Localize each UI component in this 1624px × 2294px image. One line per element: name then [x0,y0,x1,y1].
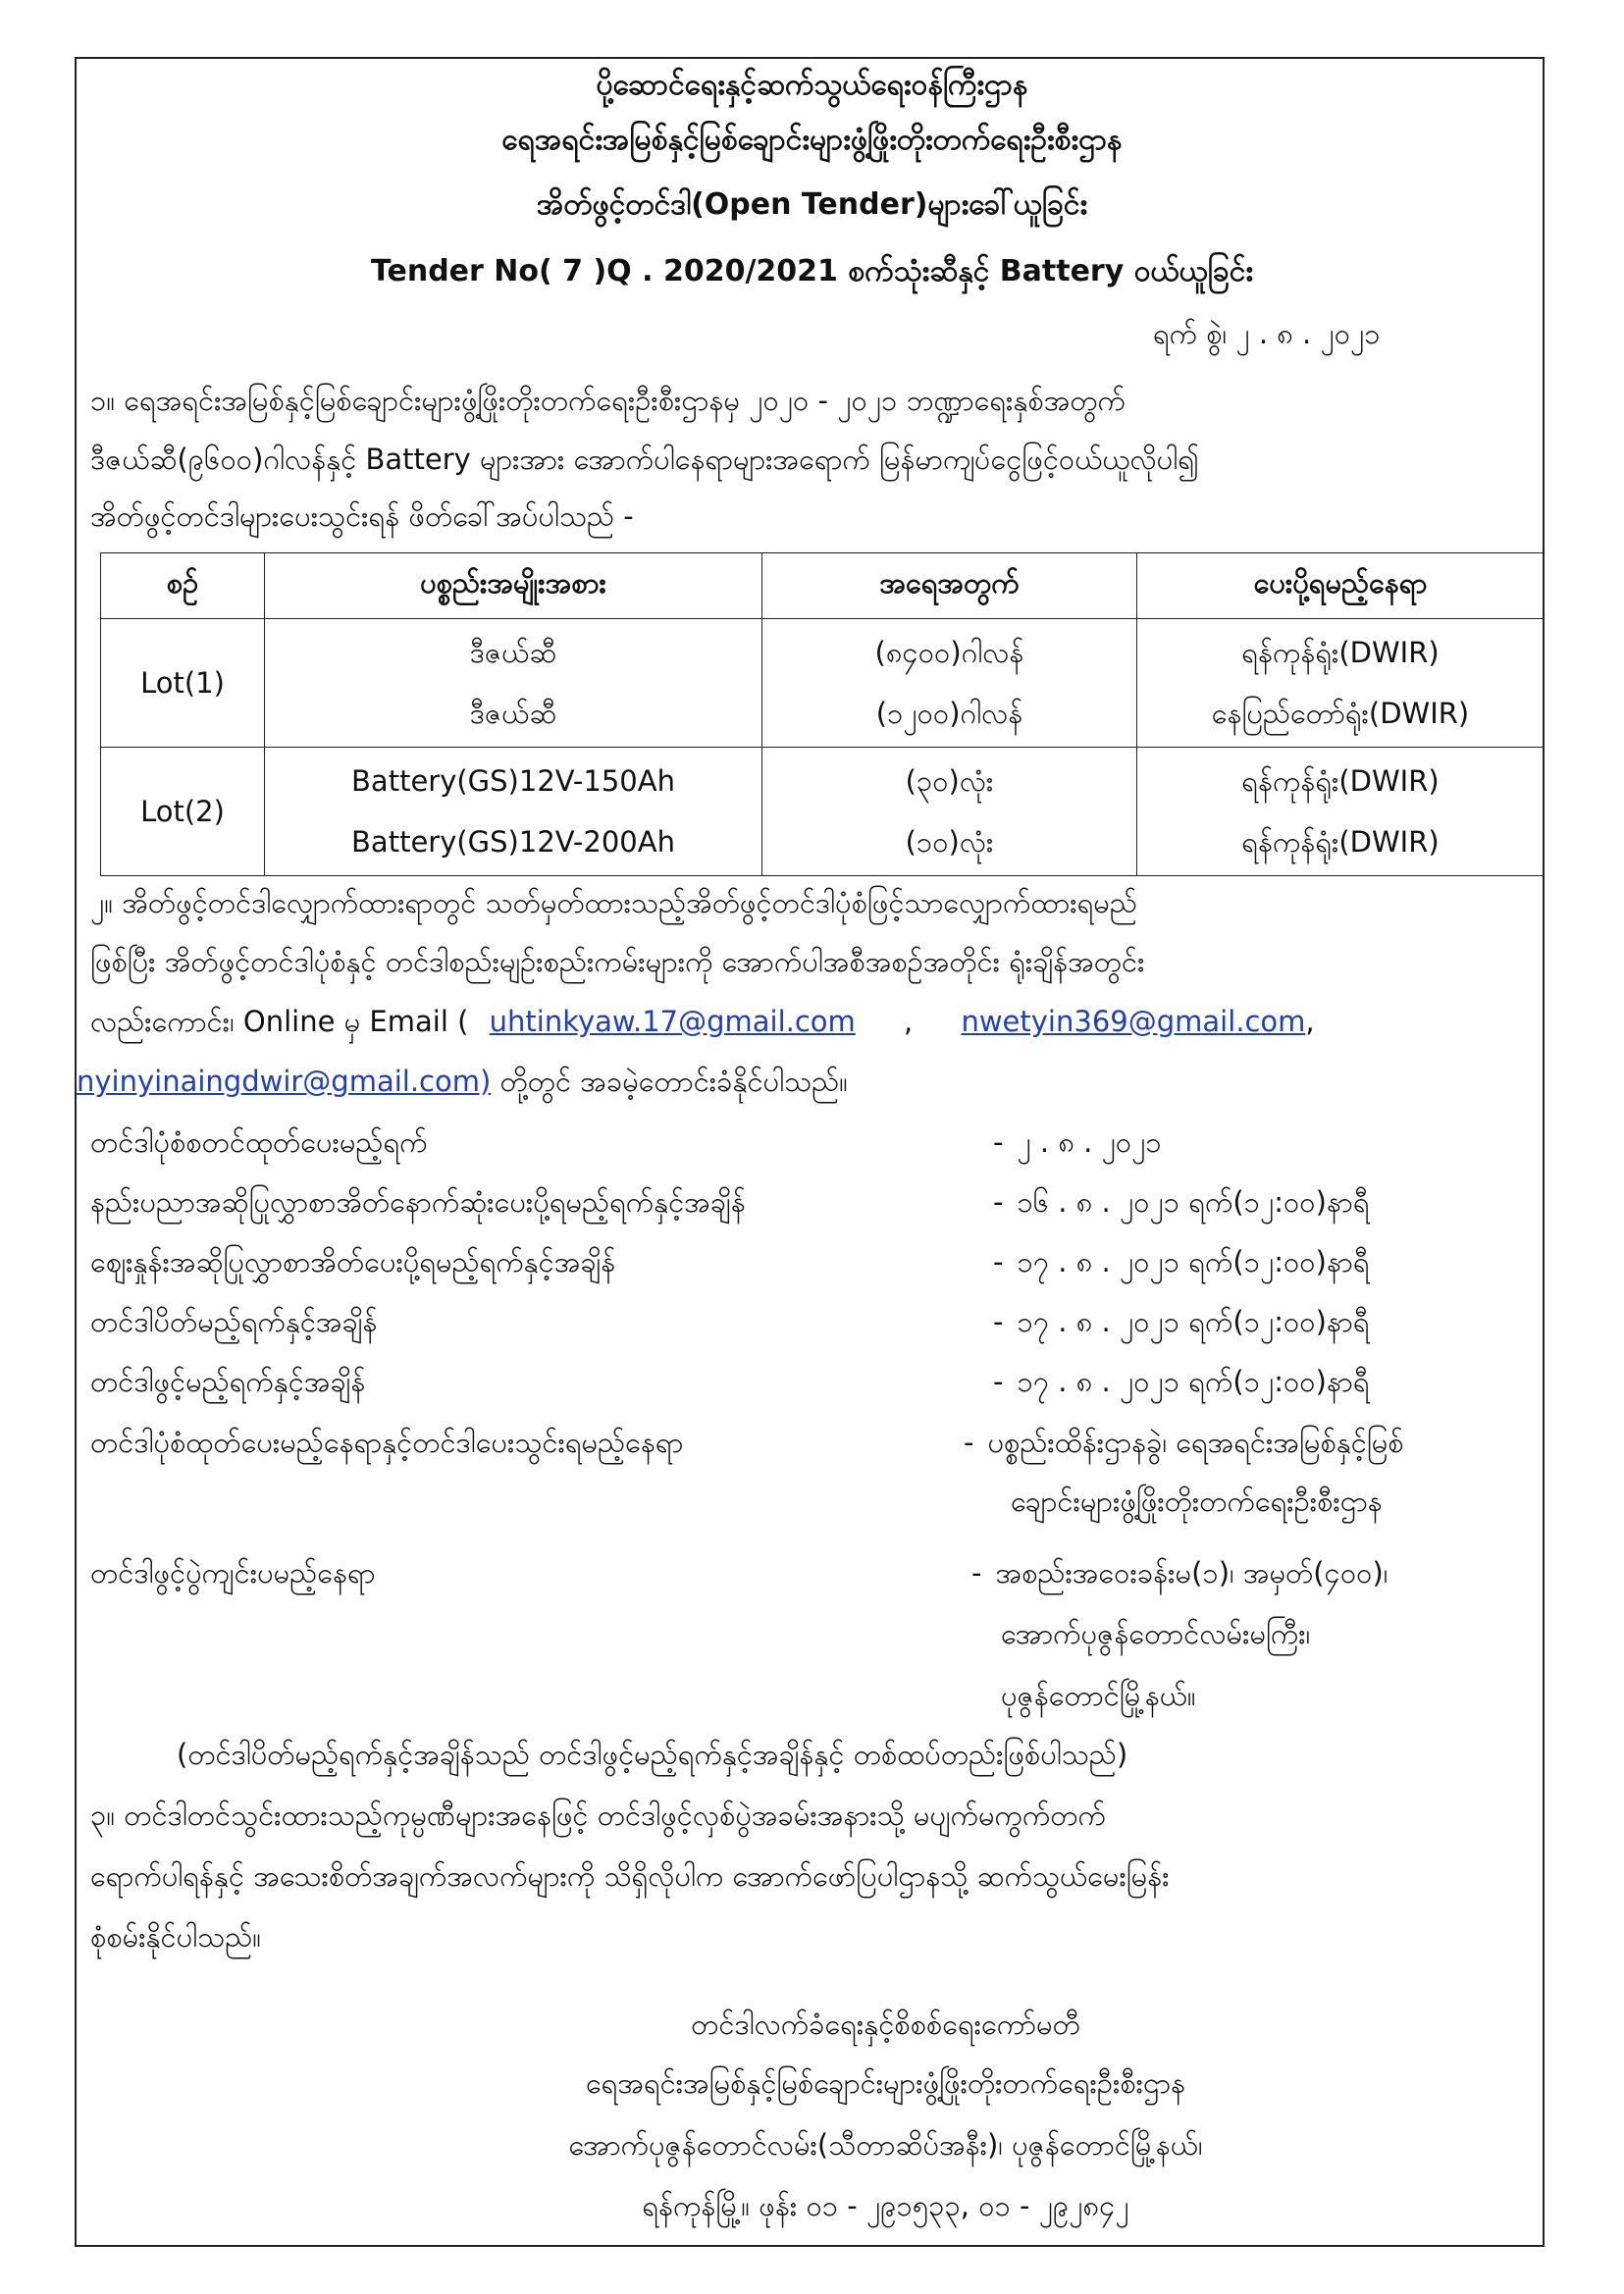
issue-place-line1: ပစ္စည်းထိန်းဌာနခွဲ၊ ရေအရင်းအမြစ်နှင့်မြစ် [987,1426,1404,1459]
lot-label: Lot(2) [101,748,265,876]
schedule-value: - ၂ . ၈ . ၂၀၂၁ [993,1125,1162,1159]
item-name: Battery(GS)12V-200Ah [351,825,675,859]
para1-line3: အိတ်ဖွင့်တင်ဒါများပေးသွင်းရန် ဖိတ်ခေါ်အပ်ပါသည် - [90,499,634,533]
schedule-value: - ၁၇ . ၈ . ၂၀၂၁ ရက်(၁၂:၀၀)နာရီ [993,1305,1370,1338]
para3-line3: စုံစမ်းနိုင်ပါသည်။ [90,1920,262,1954]
table-row [101,619,1545,748]
delivery-place: ရန်ကုန်ရုံး(DWIR) [1241,825,1440,859]
delivery-place: ရန်ကုန်ရုံး(DWIR) [1241,764,1440,798]
schedule-date: ၁၇ . ၈ . ၂၀၂၁ ရက်(၁၂:၀၀)နာရီ [1017,1305,1370,1338]
opening-place-line1: အစည်းအဝေးခန်းမ(၁)၊ အမှတ်(၄၀၀)၊ [995,1556,1388,1590]
opening-place-line2: အောက်ပုဇွန်တောင်လမ်းမကြီး၊ [1001,1617,1311,1650]
issue-place-value: - ပစ္စည်းထိန်းဌာနခွဲ၊ ရေအရင်းအမြစ်နှင့်မြစ် [964,1426,1404,1459]
item-quantity: (၁၀)လုံး [905,825,994,859]
quantity-cell [762,619,1137,748]
para2-line3-text: လည်းကောင်း၊ Online မှ Email ( [90,1005,469,1038]
item-name: ဒီဇယ်ဆီ [469,636,557,669]
col-header-serial: စဉ် [101,553,265,619]
delivery-place: နေပြည်တော်ရုံး(DWIR) [1211,697,1470,730]
committee-name: တင်ဒါလက်ခံရေးနှင့်စိစစ်ရေးကော်မတီ [691,2007,1080,2041]
lots-table [100,552,1545,876]
para2-line3 [90,1004,1315,1046]
item-quantity: (၈၄၀၀)ဂါလန် [874,636,1024,669]
schedule-label: တင်ဒါပိတ်မည့်ရက်နှင့်အချိန် [90,1305,378,1338]
tender-number: Tender No( 7 )Q . 2020/2021 စက်သုံးဆီနှင့် Battery ဝယ်ယူခြင်း [371,254,1253,288]
para2-line2: ဖြစ်ပြီး အိတ်ဖွင့်တင်ဒါပုံစံနှင့် တင်ဒါစည်းမျဉ်းစည်းကမ်းများကို အောက်ပါအစီအစဉ်အတိုင်း ရုံးချိန်အတွင်း [90,945,1145,978]
issue-place-line2: ချောင်းများဖွံ့ဖြိုးတိုးတက်ရေးဦးစီးဌာန [1011,1485,1383,1518]
schedule-label: ဈေးနှုန်းအဆိုပြုလွှာစာအိတ်ပေးပို့ရမည့်ရက်နှင့်အချိန် [90,1245,616,1278]
para1-line1: ၁။ ရေအရင်းအမြစ်နှင့်မြစ်ချောင်းများဖွံ့ဖြိုးတိုးတက်ရေးဦးစီးဌာနမှ ၂၀၂၀ - ၂၀၂၁ ဘဏ္ဍာရေးနှစ်အတွက် [90,384,1126,417]
schedule-label: တင်ဒါဖွင့်မည့်ရက်နှင့်အချိန် [90,1365,366,1398]
schedule-date: ၂ . ၈ . ၂၀၂၁ [1017,1125,1162,1159]
item-cell [265,748,762,876]
item-quantity: (၁၂၀၀)ဂါလန် [875,697,1023,730]
para2-line4-text: တို့တွင် အခမဲ့တောင်းခံနိုင်ပါသည်။ [491,1065,848,1098]
schedule-date: ၁၇ . ၈ . ၂၀၂၁ ရက်(၁၂:၀၀)နာရီ [1017,1245,1370,1278]
closing-note: (တင်ဒါပိတ်မည့်ရက်နှင့်အချိန်သည် တင်ဒါဖွင့်မည့်ရက်နှင့်အချိန်နှင့် တစ်ထပ်တည်းဖြစ်ပါသည်) [177,1738,1128,1771]
table-header-row [101,553,1545,619]
col-header-quantity: အရေအတွက် [762,553,1137,619]
delivery-place: ရန်ကုန်ရုံး(DWIR) [1241,636,1440,669]
para2-line1: ၂။ အိတ်ဖွင့်တင်ဒါလျှောက်ထားရာတွင် သတ်မှတ်ထားသည့်အိတ်ဖွင့်တင်ဒါပုံစံဖြင့်သာလျှောက်ထားရမည် [90,886,1137,919]
schedule-value: - ၁၇ . ၈ . ၂၀၂၁ ရက်(၁၂:၀၀)နာရီ [993,1365,1370,1398]
para3-line1: ၃။ တင်ဒါတင်သွင်းထားသည့်ကုမ္ပဏီများအနေဖြင့် တင်ဒါဖွင့်လှစ်ပွဲအခမ်းအနားသို့ မပျက်မကွက်တက် [90,1799,1106,1832]
issue-place-label: တင်ဒါပုံစံထုတ်ပေးမည့်နေရာနှင့်တင်ဒါပေးသွင်းရမည့်နေရာ [90,1426,684,1459]
item-name: ဒီဇယ်ဆီ [469,697,557,730]
department-title: ရေအရင်းအမြစ်နှင့်မြစ်ချောင်းများဖွံ့ဖြိုးတိုးတက်ရေးဦးစီးဌာန [501,123,1123,157]
item-quantity: (၃၀)လုံး [905,764,994,798]
document-date: ရက် စွဲ၊ ၂ . ၈ . ၂၀၂၁ [1153,317,1381,350]
place-cell [1137,619,1545,748]
signature-department: ရေအရင်းအမြစ်နှင့်မြစ်ချောင်းများဖွံ့ဖြိုးတိုးတက်ရေးဦးစီးဌာန [585,2066,1186,2100]
email-link-nyinyinaing[interactable]: nyinyinaingdwir@gmail.com) [77,1065,492,1098]
place-cell [1137,748,1545,876]
schedule-value: - ၁၇ . ၈ . ၂၀၂၁ ရက်(၁၂:၀၀)နာရီ [993,1245,1370,1278]
email-link-uhtinkyaw[interactable]: uhtinkyaw.17@gmail.com [489,1005,856,1038]
quantity-cell [762,748,1137,876]
schedule-label: နည်းပညာအဆိုပြုလွှာစာအိတ်နောက်ဆုံးပေးပို့ရမည့်ရက်နှင့်အချိန် [90,1185,746,1219]
ministry-title: ပို့ဆောင်ရေးနှင့်ဆက်သွယ်ရေးဝန်ကြီးဌာန [596,68,1028,102]
para1-line2: ဒီဇယ်ဆီ(၉၆၀၀)ဂါလန်နှင့် Battery များအား အောက်ပါနေရာများအရောက် မြန်မာကျပ်ငွေဖြင့်ဝယ်ယူလိုပါ၍ [90,443,1199,476]
opening-place-line3: ပုဇွန်တောင်မြို့နယ်။ [1001,1679,1196,1712]
schedule-value: - ၁၆ . ၈ . ၂၀၂၁ ရက်(၁၂:၀၀)နာရီ [993,1185,1370,1219]
opening-place-value: - အစည်းအဝေးခန်းမ(၁)၊ အမှတ်(၄၀၀)၊ [971,1556,1388,1590]
table-row [101,748,1545,876]
email-link-nwetyin[interactable]: nwetyin369@gmail.com [961,1005,1306,1038]
tender-announcement-title: အိတ်ဖွင့်တင်ဒါ(Open Tender)များခေါ်ယူခြင်း [536,187,1088,222]
item-name: Battery(GS)12V-150Ah [351,764,675,798]
schedule-label: တင်ဒါပုံစံစတင်ထုတ်ပေးမည့်ရက် [90,1125,428,1159]
signature-address: အောက်ပုဇွန်တောင်လမ်း(သီတာဆိပ်အနီး)၊ ပုဇွန်တောင်မြို့နယ်၊ [568,2128,1203,2162]
email-separator: , [1305,1005,1315,1038]
col-header-delivery-place: ပေးပို့ရမည့်နေရာ [1137,553,1545,619]
lot-label: Lot(1) [101,619,265,748]
signature-phone: ရန်ကုန်မြို့။ ဖုန်း ၀၁ - ၂၉၁၅၃၃, ၀၁ - ၂၉၂၈၄၂ [642,2189,1129,2222]
para3-line2: ရောက်ပါရန်နှင့် အသေးစိတ်အချက်အလက်များကို သိရှိလိုပါက အောက်ဖော်ပြပါဌာနသို့ ဆက်သွယ်မေးမြန်း [90,1859,1170,1893]
schedule-date: ၁၆ . ၈ . ၂၀၂၁ ရက်(၁၂:၀၀)နာရီ [1017,1185,1370,1219]
col-header-item: ပစ္စည်းအမျိုးအစား [265,553,762,619]
email-separator: , [904,1005,914,1038]
opening-place-label: တင်ဒါဖွင့်ပွဲကျင်းပမည့်နေရာ [90,1556,376,1590]
para2-line4 [77,1064,848,1106]
item-cell [265,619,762,748]
schedule-date: ၁၇ . ၈ . ၂၀၂၁ ရက်(၁၂:၀၀)နာရီ [1017,1365,1370,1398]
